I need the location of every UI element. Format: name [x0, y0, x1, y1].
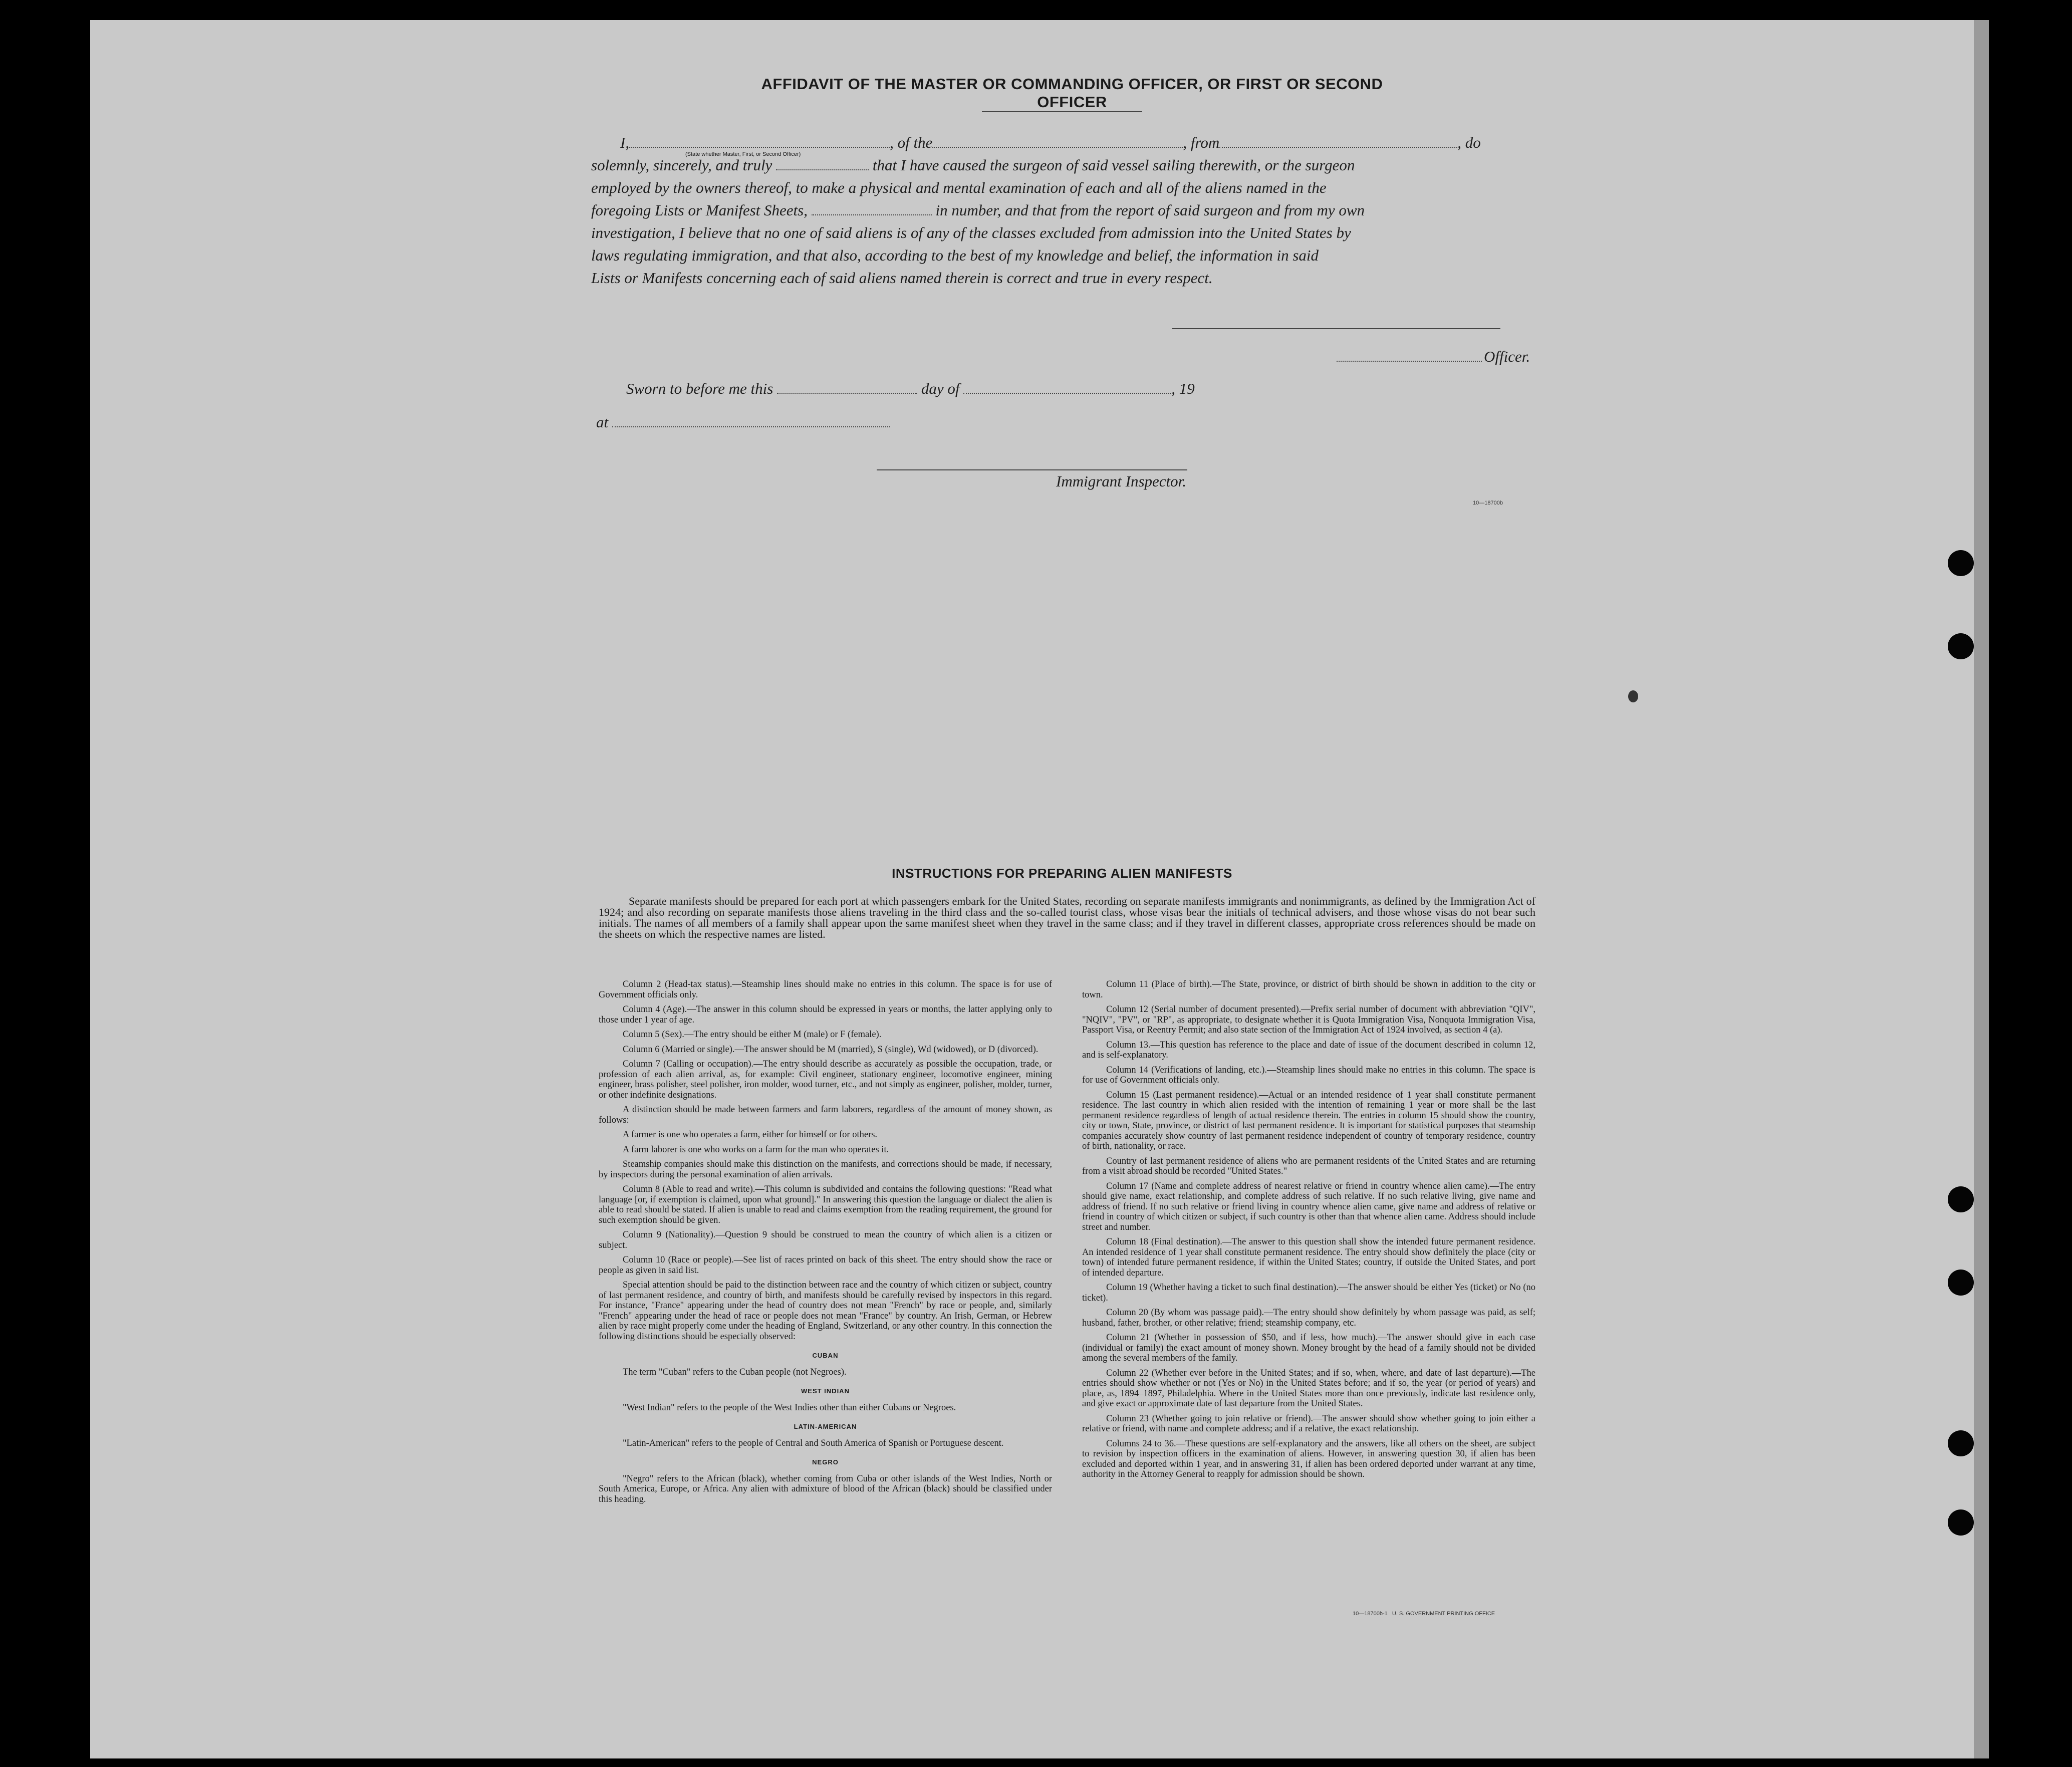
col2-text: Column 2 (Head-tax status).—Steamship lines should make no entries in this column. The space is for use of Government officials only. — [599, 979, 1052, 1000]
affidavit-line-7: Lists or Manifests concerning each of said aliens named therein is correct and true in every respect. — [591, 269, 1213, 287]
west-indian-text: "West Indian" refers to the people of the West Indies other than either Cubans or Negroes. — [623, 1402, 956, 1413]
farmer-definition: A farmer is one who operates a farm, either for himself or for others. — [623, 1130, 878, 1140]
farm-laborer-definition: A farm laborer is one who works on a farm for the man who operates it. — [623, 1144, 889, 1155]
line2-b: that I have caused the surgeon of said vessel sailing therewith, or the surgeon — [872, 156, 1355, 174]
cuban-text: The term "Cuban" refers to the Cuban people (not Negroes). — [623, 1367, 847, 1377]
page-edge — [1974, 20, 1989, 1758]
sheets-number-field — [812, 203, 932, 215]
col14-text: Column 14 (Verifications of landing, etc.).—Steamship lines should make no entries in this column. The space is for use of Government officials only. — [1082, 1065, 1535, 1085]
title-rule — [982, 111, 1142, 112]
latin-american-text: "Latin-American" refers to the people of Central and South America of Spanish or Portuguese descent. — [623, 1438, 1004, 1448]
sworn-month-field — [963, 382, 1171, 394]
signature-line — [1172, 328, 1500, 329]
affidavit-line-4 — [591, 199, 1533, 221]
col20-text: Column 20 (By whom was passage paid).—The entry should show definitely by whom passage was paid, as self; husband, father, brother, or other relative; friend; steamship company, etc. — [1082, 1308, 1535, 1328]
latin-american-heading: LATIN-AMERICAN — [794, 1423, 857, 1430]
instructions-intro: Separate manifests should be prepared for each port at which passengers embark for the United States, recording on separate manifests immigrants and nonimmigrants, as defined by the Immigration Act of 1924; and also recording on separate manifests those aliens traveling in the third class and the so-called tourist class, whose visas bear the initials of technical advisers, and those whose visas do not bear such initials. The names of all members of a family shall appear upon the same manifest sheet when they travel in the same class; and if they travel in different classes, appropriate cross references should be made on the sheets on which the respective names are listed. — [599, 895, 1535, 940]
col4-text: Column 4 (Age).—The answer in this column should be expressed in years or months, the latter applying only to those under 1 year of age. — [599, 1004, 1052, 1025]
col22-text: Column 22 (Whether ever before in the United States; and if so, when, where, and date of last departure).—The entries should show whether or not (Yes or No) in the United States before; and if so, the year (or period of years) and place, as, 1894–1897, Philadelphia. Where in the United States more than once previously, indicate last residence only, and give exact or approximate date of last departure from the United States. — [1082, 1368, 1535, 1409]
port-field — [1219, 136, 1457, 148]
col12-text: Column 12 (Serial number of document presented).—Prefix serial number of document with abbreviation "QIV", "NQIV", "PV", or "RP", as appropriate, to designate whether it is Quota Immigration Visa, Nonquota Immigration Visa, Passport Visa, or Reentry Permit; and also state section of the Immigration Act of 1924 involved, as section 4 (a). — [1082, 1004, 1535, 1035]
col11-text: Column 11 (Place of birth).—The State, province, or district of birth should be shown in addition to the city or town. — [1082, 979, 1535, 1000]
punch-hole — [1948, 1430, 1974, 1456]
inspector-label: Immigrant Inspector. — [1056, 472, 1187, 490]
col24-36-text: Columns 24 to 36.—These questions are self-explanatory and the answers, like all others on the sheet, are subject to revision by inspection officers in the examination of aliens. However, in answering question 30, if alien has been excluded and deported within 1 year, and in answering 31, if alien has been ordered deported under warrant at any time, authority in the Attorney General to reapply for admission should be shown. — [1082, 1438, 1535, 1479]
col6-text: Column 6 (Married or single).—The answer should be M (married), S (single), Wd (widowed), or D (divorced). — [623, 1044, 1039, 1055]
affidavit-title: AFFIDAVIT OF THE MASTER OR COMMANDING OFFICER, OR FIRST OR SECOND OFFICER — [761, 75, 1383, 111]
at-line — [596, 411, 890, 433]
farmer-distinction-text: A distinction should be made between farmers and farm laborers, regardless of the amount of money shown, as follows: — [599, 1105, 1052, 1125]
sworn-line — [626, 377, 1195, 400]
state-note: (State whether Master, First, or Second Officer) — [685, 151, 801, 157]
line4-a: foregoing Lists or Manifest Sheets, — [591, 201, 808, 219]
of-the-label: , of the — [890, 134, 933, 151]
form-number: 10—18700b — [1473, 500, 1503, 506]
col8-text: Column 8 (Able to read and write).—This column is subdivided and contains the following questions: "Read what language [or, if exemption is claimed, upon what ground]." In answering this question the language or dialect the alien is able to read should be stated. If alien is unable to read and claims exemption from the reading requirement, the ground for such exemption should be given. — [599, 1184, 1052, 1225]
oath-field — [776, 158, 869, 170]
col7-text: Column 7 (Calling or occupation).—The entry should describe as accurately as possible the occupation, trade, or profession of each alien arrival, as, for example: Civil engineer, stationary engineer, locomotive engineer, mining engineer, brass polisher, steel polisher, iron molder, wood turner, etc., and not simply as engineer, polisher, molder, turner, or other indefinite designations. — [599, 1059, 1052, 1100]
cuban-heading: CUBAN — [812, 1352, 839, 1359]
col10-text: Column 10 (Race or people).—See list of races printed on back of this sheet. The entry should show the race or people as given in said list. — [599, 1255, 1052, 1276]
footer-printing-office: U. S. GOVERNMENT PRINTING OFFICE — [1392, 1611, 1495, 1617]
punch-hole — [1948, 633, 1974, 659]
sworn-day-field — [777, 382, 917, 394]
affidavit-line-2 — [591, 154, 1533, 176]
col13-text: Column 13.—This question has reference to the place and date of issue of the document described in column 12, and is self-explanatory. — [1082, 1040, 1535, 1060]
col17-text: Column 17 (Name and complete address of nearest relative or friend in country whence alien came).—The entry should give name, exact relationship, and complete address of such relative. If no such relative living, give name and address of friend. If no such relative or friend living in country whence alien came, give name and address of relative or friend in country of which citizen or subject, if such country is other than that whence alien came. Address should include street and number. — [1082, 1181, 1535, 1232]
negro-text: "Negro" refers to the African (black), whether coming from Cuba or other islands of the West Indies, North or South America, Europe, or Africa. Any alien with admixture of blood of the African (black) should be classified under this heading. — [599, 1473, 1052, 1504]
line4-b: in number, and that from the report of said surgeon and from my own — [935, 201, 1365, 219]
col18-text: Column 18 (Final destination).—The answer to this question shall show the intended future permanent residence. An intended residence of 1 year shall constitute permanent residence. The entry should show definitely the place (city or town) of intended future permanent residence, if within the United States; country, if outside the United States, and port of intended departure. — [1082, 1237, 1535, 1278]
punch-hole — [1948, 550, 1974, 576]
col21-text: Column 21 (Whether in possession of $50, and if less, how much).—The answer should give in each case (individual or family) the exact amount of money shown. Money brought by the head of a family should not be divided among the several members of the family. — [1082, 1333, 1535, 1363]
col9-text: Column 9 (Nationality).—Question 9 should be construed to mean the country of which alien is a citizen or subject. — [599, 1230, 1052, 1250]
special-attention-text: Special attention should be paid to the distinction between race and the country of which citizen or subject, country of last permanent residence, and country of birth, and manifests should be carefully revised by inspectors in this regard. For instance, "France" appearing under the head of country does not mean "French" by race or people, and, similarly "French" appearing under the head of race or people does not mean "France" by country. An Irish, German, or Hebrew alien by race might properly come under the heading of England, Switzerland, or any other country. In this connection the following distinctions should be especially observed: — [599, 1280, 1052, 1342]
affidavit-i: I, — [620, 134, 630, 151]
at-label: at — [596, 413, 609, 431]
instructions-title: INSTRUCTIONS FOR PREPARING ALIEN MANIFESTS — [892, 866, 1232, 881]
col15-text: Column 15 (Last permanent residence).—Actual or an intended residence of 1 year shall constitute permanent residence. The last country in which alien resided with the intention of remaining 1 year or more shall be the last permanent residence regardless of length of actual residence therein. The entries in column 15 should show the country, city or town, State, province, or district of last permanent residence. It is important for statistical purposes that steamship companies accurately show country of last permanent residence independent of country of temporary residence, country of birth, nationality, or race. — [1082, 1090, 1535, 1151]
ink-speck — [1628, 690, 1638, 702]
officer-title-line — [1337, 361, 1482, 362]
line2-a: solemnly, sincerely, and truly — [591, 156, 772, 174]
affidavit-line-3: employed by the owners thereof, to make a physical and mental examination of each and all of the aliens named in the — [591, 179, 1327, 196]
year-label: , 19 — [1171, 380, 1195, 397]
from-label: , from — [1183, 134, 1220, 151]
affidavit-line-6: laws regulating immigration, and that also, according to the best of my knowledge and belief, the information in said — [591, 246, 1319, 264]
west-indian-heading: WEST INDIAN — [801, 1387, 850, 1395]
negro-heading: NEGRO — [812, 1458, 839, 1466]
punch-hole — [1948, 1270, 1974, 1296]
instructions-right-column — [1082, 979, 1535, 1484]
footer-line — [1353, 1611, 1495, 1617]
day-of-label: day of — [921, 380, 960, 397]
footer-form-number: 10—18700b-1 — [1353, 1611, 1388, 1617]
col23-text: Column 23 (Whether going to join relative or friend).—The answer should show whether going to join either a relative or friend, with name and complete address; and if a relative, the exact relationship. — [1082, 1413, 1535, 1434]
do-label: , do — [1457, 134, 1481, 151]
sworn-label: Sworn to before me this — [626, 380, 773, 397]
col5-text: Column 5 (Sex).—The entry should be either M (male) or F (female). — [623, 1030, 882, 1040]
officer-label: Officer. — [1484, 348, 1530, 365]
affidavit-line-5: investigation, I believe that no one of said aliens is of any of the classes excluded from admission into the United States by — [591, 224, 1351, 241]
last-residence-text: Country of last permanent residence of aliens who are permanent residents of the United States and are returning from a visit abroad should be recorded "United States." — [1082, 1156, 1535, 1176]
steamship-distinction-text: Steamship companies should make this distinction on the manifests, and corrections should be made, if necessary, by inspectors during the personal examination of alien arrivals. — [599, 1159, 1052, 1180]
vessel-field — [932, 136, 1183, 148]
instructions-left-column — [599, 979, 1052, 1509]
punch-hole — [1948, 1509, 1974, 1536]
affidavit-line-1 — [591, 131, 1533, 154]
punch-hole — [1948, 1186, 1974, 1212]
col19-text: Column 19 (Whether having a ticket to such final destination).—The answer should be either Yes (ticket) or No (no ticket). — [1082, 1283, 1535, 1303]
at-place-field — [612, 415, 890, 427]
officer-rank-field — [629, 136, 890, 148]
